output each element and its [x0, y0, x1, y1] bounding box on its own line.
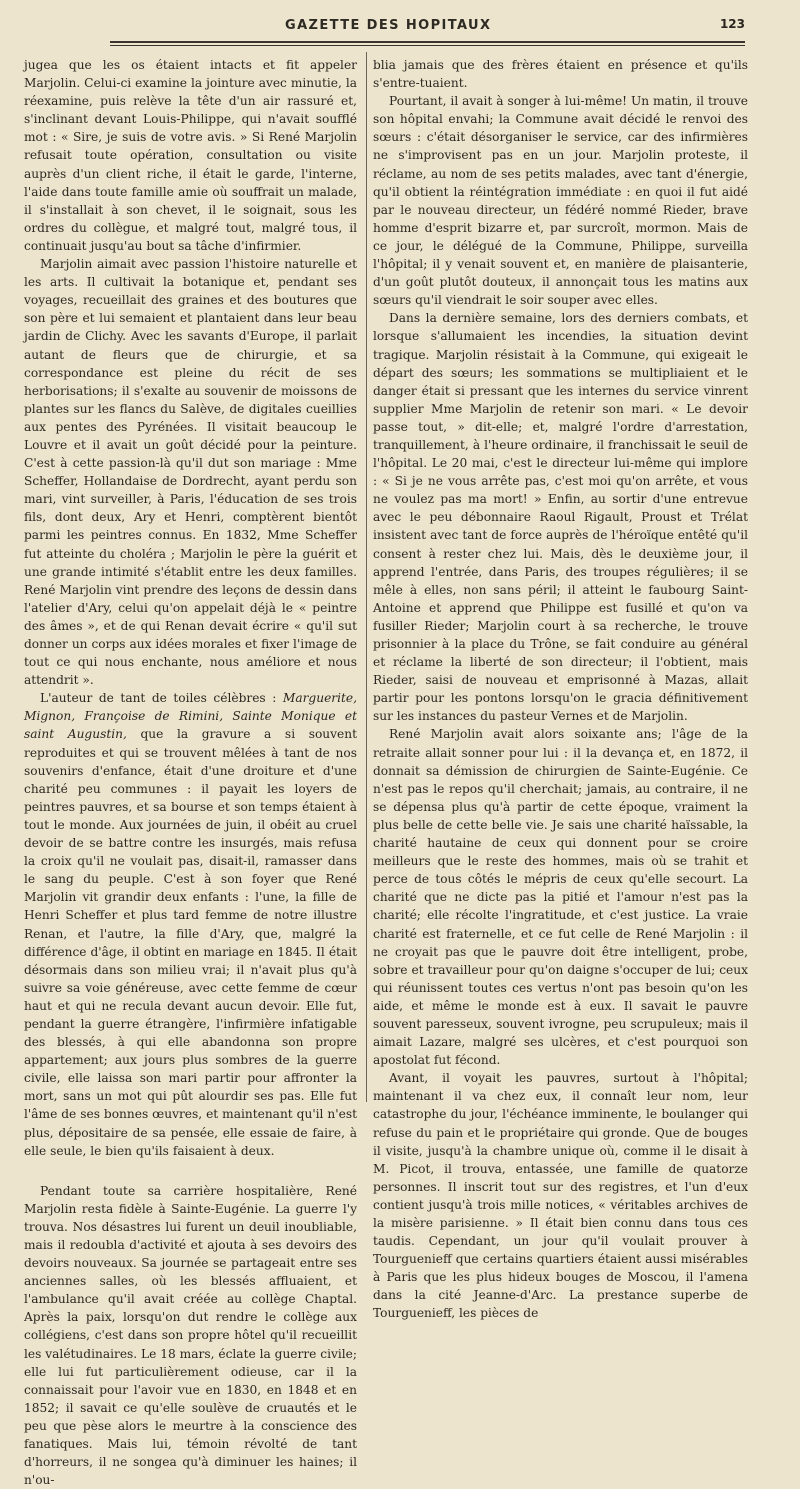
- running-title: GAZETTE DES HOPITAUX: [285, 18, 492, 33]
- paragraph: Dans la dernière semaine, lors des derniers combats, et lorsque s'allumaient les incendies, la situation devint tragique. Marjolin résistait à la Commune, qui exigeait le départ des sœurs; les sommations se multipliaient et le danger était si pressant que les internes du service vinrent supplier Mme Marjolin de retenir son mari. « Le devoir passe tout, » dit-elle; et, malgré l'ordre d'arrestation, tranquillement, à l'heure ordinaire, il franchissait le seuil de l'hôpital. Le 20 mai, c'est le directeur lui-même qui implore : « Si je ne vous arrête pas, c'est moi qu'on arrête, et vous ne voulez pas ma mort! » Enfin, au sortir d'une entrevue avec le peu débonnaire Raoul Rigault, Proust et Trélat insistent avec tant de force auprès de l'héroïque entêté qu'il consent à rester chez lui. Mais, dès le deuxième jour, il apprend l'entrée, dans Paris, des troupes régulières; il se mêle à elles, non sans péril; il atteint le faubourg Saint-Antoine et apprend que Philippe est fusillé et qu'on va fusiller Rieder; Marjolin court à sa recherche, le trouve prisonnier à la place du Trône, se fait conduire au général et réclame la liberté de son directeur; il l'obtient, mais Rieder, saisi de nouveau et emprisonné à Mazas, allait partir pour les pontons lorsqu'on le gracia définitivement sur les instances du pasteur Vernes et de Marjolin.: [373, 311, 748, 724]
- paragraph: Avant, il voyait les pauvres, surtout à l'hôpital; maintenant il va chez eux, il connaît leur nom, leur catastrophe du jour, l'échéance imminente, le boulanger qui refuse du pain et le propriétaire qui gronde. Que de bouges il visite, jusqu'à la chambre unique où, comme il le disait à M. Picot, il trouva, entassée, une famille de quatorze personnes. Il inscrit tout sur des registres, et l'un d'eux contient jusqu'à trois mille notices, « véritables archives de la misère parisienne. » Il était bien connu dans tous ces taudis. Cependant, un jour qu'il voulait prouver à Tourguenieff que certains quartiers étaient aussi misérables à Paris que les plus hideux bouges de Moscou, il l'amena dans la cité Jeanne-d'Arc. La prestance superbe de Tourguenieff, les pièces de: [373, 1071, 748, 1321]
- right-column: [373, 56, 748, 1323]
- header-rule-thin: [110, 45, 745, 46]
- column-divider: [366, 52, 367, 1102]
- paragraph-text: L'auteur de tant de toiles célèbres :: [40, 691, 283, 706]
- paragraph-text: que la gravure a si souvent reproduites et qui se trouvent mêlées à tant de nos souvenirs d'enfance, était d'une droiture et d'une charité peu communes : il payait les loyers de peintres pauvres, et sa bourse et son temps étaient à tout le monde. Aux journées de juin, il obéit au cruel devoir de se battre contre les insurgés, mais refusa la croix qu'il ne voulait pas, disait-il, ramasser dans le sang du peuple. C'est à son foyer que René Marjolin vit grandir deux enfants : l'une, la fille de Henri Scheffer et plus tard femme de notre illustre Renan, et l'autre, la fille d'Ary, que, malgré la différence d'âge, il obtint en mariage en 1845. Il était désormais dans son milieu vrai; il n'avait plus qu'à suivre sa voie généreuse, avec cette femme de cœur haut et qui ne recula devant aucun devoir. Elle fut, pendant la guerre étrangère, l'infirmière infatigable des blessés, à qui elle abandonna son propre appartement; aux jours plus sombres de la guerre civile, elle laissa son mari partir pour affronter la mort, sans un mot qui pût alourdir ses pas. Elle fut l'âme de ses bonnes œuvres, et maintenant qu'il n'est plus, dépositaire de sa pensée, elle essaie de faire, à elle seule, le bien qu'ils faisaient à deux.: [24, 727, 357, 1158]
- paragraph: Pourtant, il avait à songer à lui-même! Un matin, il trouve son hôpital envahi; la Commune avait décidé le renvoi des sœurs : c'était désorganiser le service, car des infirmières ne s'improvisent pas en un jour. Marjolin proteste, il réclame, au nom de ses petits malades, avec tant d'énergie, qu'il obtient la réintégration immédiate : en quoi il fut aidé par le nouveau directeur, un fédéré nommé Rieder, brave homme d'esprit bizarre et, par surcroît, mormon. Mais de ce jour, le délégué de la Commune, Philippe, surveilla l'hôpital; il y venait souvent et, en manière de plaisanterie, d'un goût plutôt douteux, il annonçait tous les matins aux sœurs qu'il viendrait le soir souper avec elles.: [373, 94, 748, 308]
- left-column: [24, 56, 357, 1489]
- painting-titles: Marguerite, Mignon, Françoise de Rimini, Sainte Monique et saint Augustin,: [24, 691, 357, 742]
- page-number: 123: [719, 17, 745, 31]
- paragraph: René Marjolin avait alors soixante ans; l'âge de la retraite allait sonner pour lui : il la devança et, en 1872, il donnait sa démission de chirurgien de Sainte-Eugénie. Ce n'est pas le repos qu'il cherchait; jamais, au contraire, il ne se dépensa plus qu'à partir de cette époque, vraiment la plus belle de cette belle vie. Je sais une charité haïssable, la charité hautaine de ceux qui donnent pour se croire meilleurs que le reste des hommes, mais où se trahit et perce de tous côtés le mépris de ceux qu'elle secourt. La charité que ne dicte pas la pitié et l'amour n'est pas la charité; elle récolte l'ingratitude, et c'est justice. La vraie charité est fraternelle, et ce fut celle de René Marjolin : il ne croyait pas que le pauvre doit être intelligent, probe, sobre et travailleur pour qu'on daigne s'occuper de lui; ceux qui réunissent toutes ces vertus n'ont pas besoin qu'on les aide, et même le monde est à eux. Il savait le pauvre souvent paresseux, souvent ivrogne, peu scrupuleux; mais il aimait Lazare, malgré ses ulcères, et c'est pourquoi son apostolat fut fécond.: [373, 727, 748, 1068]
- page-header: [110, 14, 745, 36]
- paragraph: [24, 689, 357, 1159]
- header-rule-thick: [110, 41, 745, 43]
- paragraph: Pendant toute sa carrière hospitalière, René Marjolin resta fidèle à Sainte-Eugénie. La guerre l'y trouva. Nos désastres lui furent un deuil inoubliable, mais il redoubla d'activité et ajouta à ses devoirs des devoirs nouveaux. Sa journée se partageait entre ses anciennes salles, où les blessés affluaient, et l'ambulance qu'il avait créée au collège Chaptal. Après la paix, lorsqu'on dut rendre le collège aux collégiens, c'est dans son propre hôtel qu'il recueillit les valétudinaires. Le 18 mars, éclate la guerre civile; elle lui fut particulièrement odieuse, car il la connaissait pour l'avoir vue en 1830, en 1848 et en 1852; il savait ce qu'elle soulève de cruautés et le peu que pèse alors le meurtre à la conscience des fanatiques. Mais lui, témoin révolté de tant d'horreurs, il ne songea qu'à diminuer les haines; il n'ou-: [24, 1183, 357, 1488]
- paragraph: Marjolin aimait avec passion l'histoire naturelle et les arts. Il cultivait la botanique et, pendant ses voyages, recueillait des graines et des boutures que son père et lui semaient et plantaient dans leur beau jardin de Clichy. Avec les savants d'Europe, il parlait autant de fleurs que de chirurgie, et sa correspondance est pleine du récit de ses herborisations; il s'exalte au souvenir de moissons de plantes sur les flancs du Salève, de digitales cueillies aux pentes des Pyrénées. Il visitait beaucoup le Louvre et il avait un goût décidé pour la peinture. C'est à cette passion-là qu'il dut son mariage : Mme Scheffer, Hollandaise de Dordrecht, ayant perdu son mari, vint surveiller, à Paris, l'éducation de ses trois fils, dont deux, Ary et Henri, comptèrent bientôt parmi les peintres connus. En 1832, Mme Scheffer fut atteinte du choléra ; Marjolin le père la guérit et une grande intimité s'établit entre les deux familles. René Marjolin vint prendre des leçons de dessin dans l'atelier d'Ary, celui qu'on appelait déjà le « peintre des âmes », et de qui Renan devait écrire « qu'il sut donner un corps aux idées morales et fixer l'image de tout ce qui nous enchante, nous améliore et nous attendrit ».: [24, 257, 357, 688]
- paragraph: jugea que les os étaient intacts et fit appeler Marjolin. Celui-ci examine la jointure avec minutie, la réexamine, puis relève la tête d'un air rassuré et, s'inclinant devant Louis-Philippe, qui n'avait soufflé mot : « Sire, je suis de votre avis. » Si René Marjolin refusait toute opération, consultation ou visite auprès d'un client riche, il était le garde, l'interne, l'aide dans toute famille amie où souffrait un malade, il s'installait à son chevet, il le soignait, sous les ordres du collègue, et malgré tout, malgré tous, il continuait jusqu'au bout sa tâche d'infirmier.: [24, 58, 357, 253]
- paragraph: blia jamais que des frères étaient en présence et qu'ils s'entre-tuaient.: [373, 58, 748, 91]
